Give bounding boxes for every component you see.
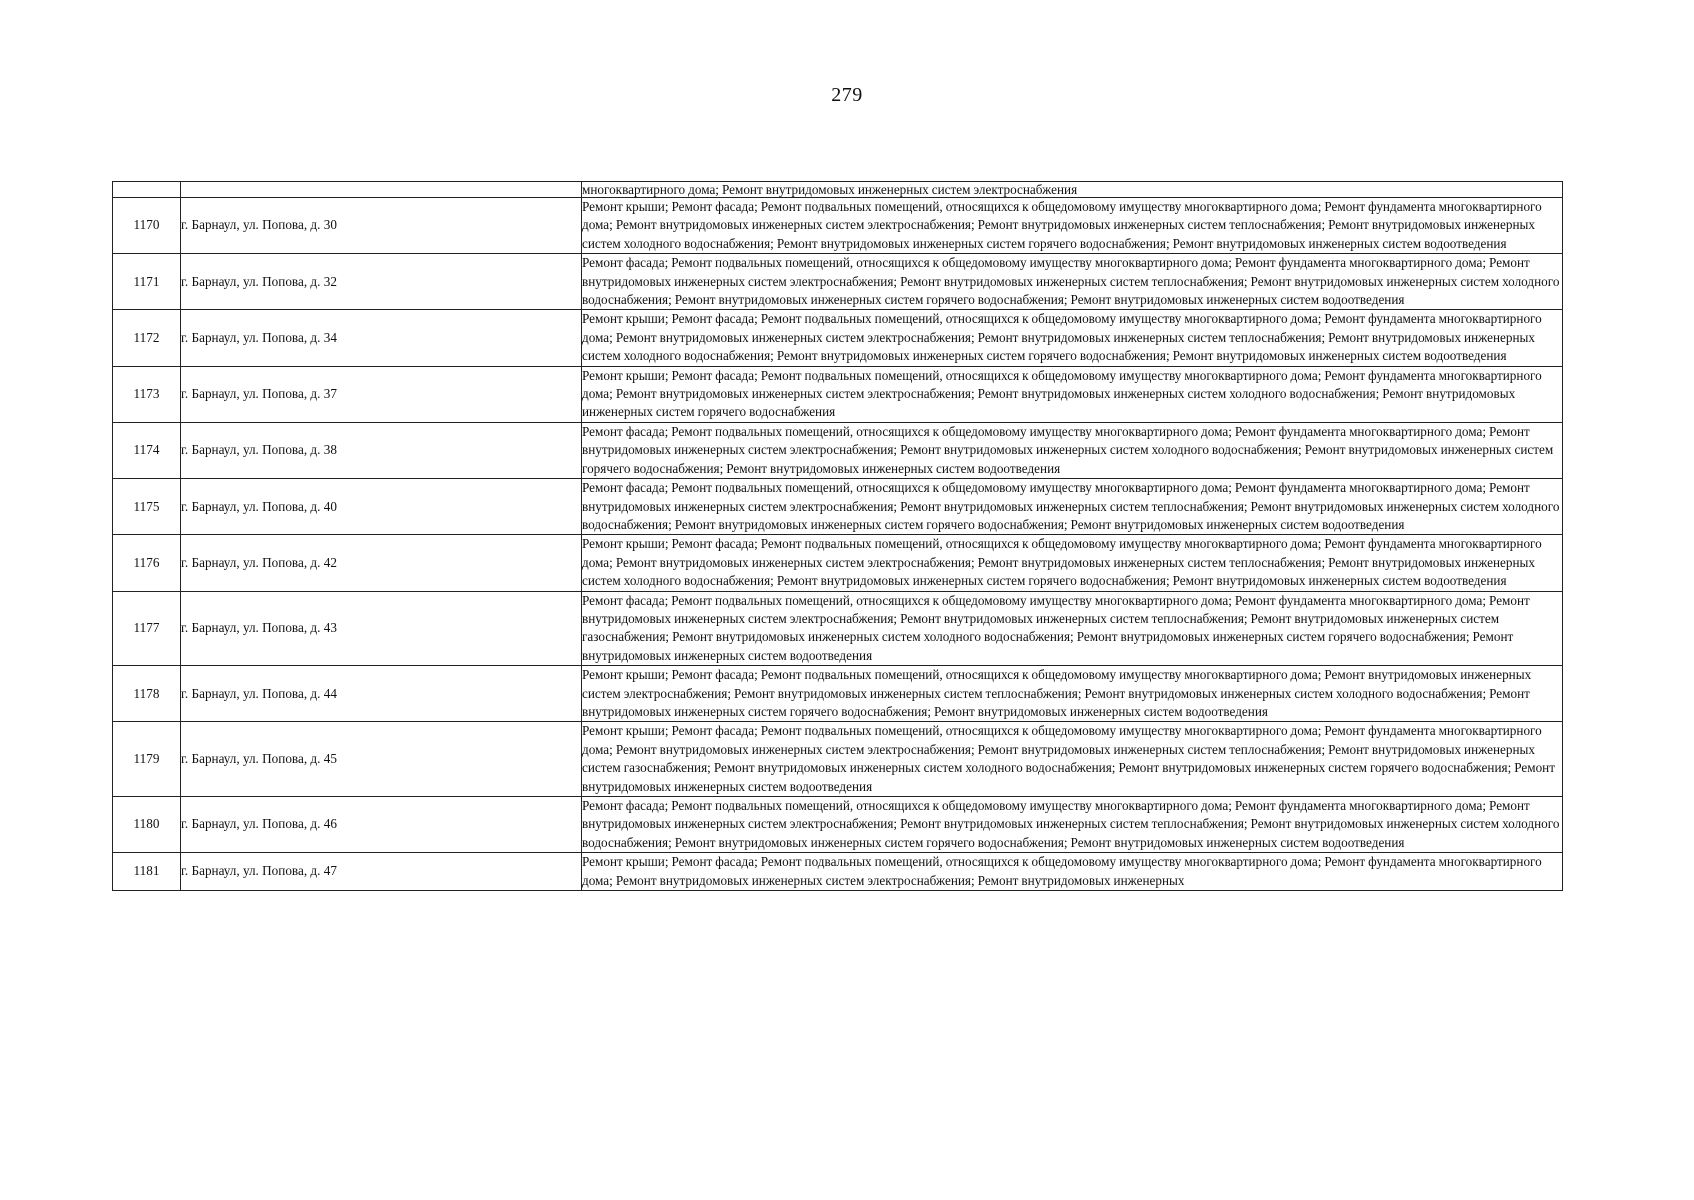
address-cell: г. Барнаул, ул. Попова, д. 37 [181, 366, 582, 422]
row-number-cell: 1177 [113, 591, 181, 666]
table-row-carry-over [113, 182, 1563, 198]
row-number-cell: 1175 [113, 479, 181, 535]
table-body [113, 182, 1563, 891]
table-row [113, 853, 1563, 891]
row-number-cell: 1171 [113, 254, 181, 310]
table-row [113, 666, 1563, 722]
table-row [113, 722, 1563, 797]
work-list-cell: Ремонт крыши; Ремонт фасада; Ремонт подвальных помещений, относящихся к общедомовому имуществу многоквартирного дома; Ремонт внутридомовых инженерных систем электроснабжения; Ремонт внутридомовых инженерных систем теплоснабжения; Ремонт внутридомовых инженерных систем холодного водоснабжения; Ремонт внутридомовых инженерных систем горячего водоснабжения; Ремонт внутридомовых инженерных систем водоотведения [582, 666, 1563, 722]
address-cell: г. Барнаул, ул. Попова, д. 43 [181, 591, 582, 666]
row-number-cell: 1179 [113, 722, 181, 797]
address-cell [181, 182, 582, 198]
address-cell: г. Барнаул, ул. Попова, д. 34 [181, 310, 582, 366]
address-cell: г. Барнаул, ул. Попова, д. 30 [181, 198, 582, 254]
table-row [113, 198, 1563, 254]
address-cell: г. Барнаул, ул. Попова, д. 38 [181, 422, 582, 478]
work-list-cell: многоквартирного дома; Ремонт внутридомовых инженерных систем электроснабжения [582, 182, 1563, 198]
table-row [113, 591, 1563, 666]
row-number-cell: 1174 [113, 422, 181, 478]
work-list-cell: Ремонт крыши; Ремонт фасада; Ремонт подвальных помещений, относящихся к общедомовому имуществу многоквартирного дома; Ремонт фундамента многоквартирного дома; Ремонт внутридомовых инженерных систем электроснабжения; Ремонт внутридомовых инженерных систем теплоснабжения; Ремонт внутридомовых инженерных систем холодного водоснабжения; Ремонт внутридомовых инженерных систем горячего водоснабжения; Ремонт внутридомовых инженерных систем водоотведения [582, 535, 1563, 591]
table-row [113, 422, 1563, 478]
address-cell: г. Барнаул, ул. Попова, д. 32 [181, 254, 582, 310]
work-list-cell: Ремонт крыши; Ремонт фасада; Ремонт подвальных помещений, относящихся к общедомовому имуществу многоквартирного дома; Ремонт фундамента многоквартирного дома; Ремонт внутридомовых инженерных систем электроснабжения; Ремонт внутридомовых инженерных систем холодного водоснабжения; Ремонт внутридомовых инженерных систем горячего водоснабжения [582, 366, 1563, 422]
work-list-cell: Ремонт фасада; Ремонт подвальных помещений, относящихся к общедомовому имуществу многоквартирного дома; Ремонт фундамента многоквартирного дома; Ремонт внутридомовых инженерных систем электроснабжения; Ремонт внутридомовых инженерных систем теплоснабжения; Ремонт внутридомовых инженерных систем газоснабжения; Ремонт внутридомовых инженерных систем холодного водоснабжения; Ремонт внутридомовых инженерных систем горячего водоснабжения; Ремонт внутридомовых инженерных систем водоотведения [582, 591, 1563, 666]
table-row [113, 535, 1563, 591]
address-cell: г. Барнаул, ул. Попова, д. 44 [181, 666, 582, 722]
table-row [113, 479, 1563, 535]
row-number-cell [113, 182, 181, 198]
row-number-cell: 1178 [113, 666, 181, 722]
address-cell: г. Барнаул, ул. Попова, д. 40 [181, 479, 582, 535]
work-list-cell: Ремонт крыши; Ремонт фасада; Ремонт подвальных помещений, относящихся к общедомовому имуществу многоквартирного дома; Ремонт фундамента многоквартирного дома; Ремонт внутридомовых инженерных систем электроснабжения; Ремонт внутридомовых инженерных [582, 853, 1563, 891]
address-cell: г. Барнаул, ул. Попова, д. 45 [181, 722, 582, 797]
address-cell: г. Барнаул, ул. Попова, д. 42 [181, 535, 582, 591]
repair-works-table [112, 181, 1563, 891]
address-cell: г. Барнаул, ул. Попова, д. 46 [181, 797, 582, 853]
work-list-cell: Ремонт фасада; Ремонт подвальных помещений, относящихся к общедомовому имуществу многоквартирного дома; Ремонт фундамента многоквартирного дома; Ремонт внутридомовых инженерных систем электроснабжения; Ремонт внутридомовых инженерных систем холодного водоснабжения; Ремонт внутридомовых инженерных систем горячего водоснабжения; Ремонт внутридомовых инженерных систем водоотведения [582, 422, 1563, 478]
table-row [113, 797, 1563, 853]
address-cell: г. Барнаул, ул. Попова, д. 47 [181, 853, 582, 891]
row-number-cell: 1181 [113, 853, 181, 891]
table-row [113, 366, 1563, 422]
row-number-cell: 1180 [113, 797, 181, 853]
table-row [113, 254, 1563, 310]
row-number-cell: 1170 [113, 198, 181, 254]
work-list-cell: Ремонт крыши; Ремонт фасада; Ремонт подвальных помещений, относящихся к общедомовому имуществу многоквартирного дома; Ремонт фундамента многоквартирного дома; Ремонт внутридомовых инженерных систем электроснабжения; Ремонт внутридомовых инженерных систем теплоснабжения; Ремонт внутридомовых инженерных систем холодного водоснабжения; Ремонт внутридомовых инженерных систем горячего водоснабжения; Ремонт внутридомовых инженерных систем водоотведения [582, 198, 1563, 254]
row-number-cell: 1176 [113, 535, 181, 591]
work-list-cell: Ремонт фасада; Ремонт подвальных помещений, относящихся к общедомовому имуществу многоквартирного дома; Ремонт фундамента многоквартирного дома; Ремонт внутридомовых инженерных систем электроснабжения; Ремонт внутридомовых инженерных систем теплоснабжения; Ремонт внутридомовых инженерных систем холодного водоснабжения; Ремонт внутридомовых инженерных систем горячего водоснабжения; Ремонт внутридомовых инженерных систем водоотведения [582, 797, 1563, 853]
table-row [113, 310, 1563, 366]
work-list-cell: Ремонт крыши; Ремонт фасада; Ремонт подвальных помещений, относящихся к общедомовому имуществу многоквартирного дома; Ремонт фундамента многоквартирного дома; Ремонт внутридомовых инженерных систем электроснабжения; Ремонт внутридомовых инженерных систем теплоснабжения; Ремонт внутридомовых инженерных систем газоснабжения; Ремонт внутридомовых инженерных систем холодного водоснабжения; Ремонт внутридомовых инженерных систем горячего водоснабжения; Ремонт внутридомовых инженерных систем водоотведения [582, 722, 1563, 797]
row-number-cell: 1172 [113, 310, 181, 366]
row-number-cell: 1173 [113, 366, 181, 422]
work-list-cell: Ремонт фасада; Ремонт подвальных помещений, относящихся к общедомовому имуществу многоквартирного дома; Ремонт фундамента многоквартирного дома; Ремонт внутридомовых инженерных систем электроснабжения; Ремонт внутридомовых инженерных систем теплоснабжения; Ремонт внутридомовых инженерных систем холодного водоснабжения; Ремонт внутридомовых инженерных систем горячего водоснабжения; Ремонт внутридомовых инженерных систем водоотведения [582, 254, 1563, 310]
work-list-cell: Ремонт фасада; Ремонт подвальных помещений, относящихся к общедомовому имуществу многоквартирного дома; Ремонт фундамента многоквартирного дома; Ремонт внутридомовых инженерных систем электроснабжения; Ремонт внутридомовых инженерных систем теплоснабжения; Ремонт внутридомовых инженерных систем холодного водоснабжения; Ремонт внутридомовых инженерных систем горячего водоснабжения; Ремонт внутридомовых инженерных систем водоотведения [582, 479, 1563, 535]
page-number: 279 [831, 84, 863, 106]
work-list-cell: Ремонт крыши; Ремонт фасада; Ремонт подвальных помещений, относящихся к общедомовому имуществу многоквартирного дома; Ремонт фундамента многоквартирного дома; Ремонт внутридомовых инженерных систем электроснабжения; Ремонт внутридомовых инженерных систем теплоснабжения; Ремонт внутридомовых инженерных систем холодного водоснабжения; Ремонт внутридомовых инженерных систем горячего водоснабжения; Ремонт внутридомовых инженерных систем водоотведения [582, 310, 1563, 366]
